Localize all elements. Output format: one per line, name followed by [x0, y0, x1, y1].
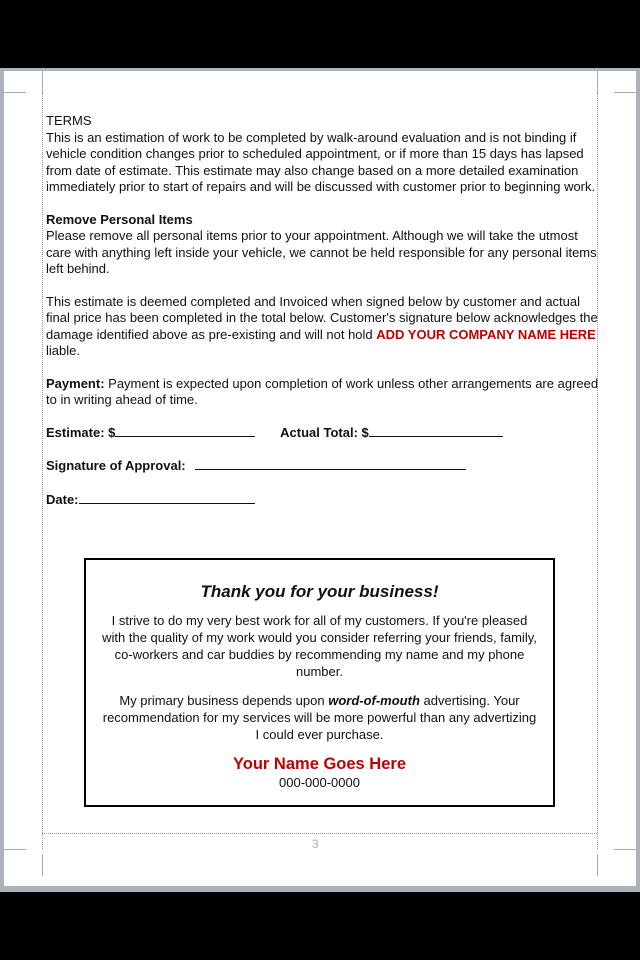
page-number: 3 [312, 837, 319, 851]
signature-row [46, 458, 599, 475]
estimate-label: Estimate: $ [46, 424, 116, 440]
personal-items-section [46, 212, 599, 278]
personal-items-heading: Remove Personal Items [46, 211, 193, 227]
word-of-mouth-emphasis: word-of-mouth [328, 693, 420, 708]
terms-section [46, 113, 599, 196]
terms-text: This is an estimation of work to be completed by walk-around evaluation and is not binding if vehicle condition changes prior to scheduled appointment, or if more than 15 days has lapsed from date of estimate. This estimate may also change based on a more detailed examination immediately prior to start of repairs and will be discussed with customer prior to beginning work. [46, 129, 596, 194]
crop-mark-bottom-left [4, 849, 26, 850]
date-row [46, 492, 599, 509]
thank-you-title: Thank you for your business! [200, 582, 439, 601]
invoice-paragraph [46, 294, 599, 360]
document-content [46, 113, 599, 525]
payment-paragraph [46, 376, 599, 409]
thank-you-box [84, 558, 555, 807]
terms-heading: TERMS [46, 113, 92, 128]
thank-you-text-end: advertising. Your recommendation for my services will be more powerful than any advertizing I could ever purchase. [102, 693, 537, 742]
crop-mark-bottom-right [614, 849, 636, 850]
crop-mark-top-right [614, 92, 636, 93]
actual-total-label: Actual Total: $ [280, 424, 369, 440]
personal-items-text: Please remove all personal items prior to your appointment. Although we will take the utmost care with anything left inside your vehicle, we cannot be held responsible for any personal items left behind. [46, 228, 597, 276]
owner-name-placeholder: Your Name Goes Here [232, 755, 406, 773]
crop-mark-bottom-left-v [42, 854, 43, 876]
estimate-row [46, 425, 599, 442]
crop-mark-top-left-v [42, 71, 43, 93]
thank-you-text: My primary business depends upon [119, 693, 329, 708]
margin-guide-bottom [42, 833, 597, 834]
document-page [4, 71, 636, 886]
crop-mark-bottom-right-v [597, 854, 598, 876]
document-viewer [0, 68, 640, 892]
signature-label: Signature of Approval: [46, 458, 186, 473]
margin-guide-left [42, 93, 43, 849]
invoice-text-end: liable. [46, 343, 80, 358]
payment-label: Payment: [46, 375, 105, 391]
payment-text: Payment is expected upon completion of work unless other arrangements are agreed to in writing ahead of time. [46, 375, 599, 407]
thank-you-paragraph-1: I strive to do my very best work for all of my customers. If you're pleased with the quality of my work would you consider referring your friends, family, co-workers and car buddies by recommending my name and my phone number. [102, 613, 537, 679]
company-name-placeholder: ADD YOUR COMPANY NAME HERE [376, 326, 596, 342]
thank-you-paragraph-2 [100, 692, 539, 743]
invoice-text: This estimate is deemed completed and Invoiced when signed below by customer and actual final price has been completed in the total below. Customer's signature below acknowledges the damage identified above as pre-existing and will not hold [46, 293, 598, 342]
date-field[interactable] [79, 492, 255, 504]
actual-total-field[interactable] [369, 425, 503, 437]
phone-number: 000-000-0000 [279, 775, 360, 790]
crop-mark-top-right-v [597, 71, 598, 93]
signature-field[interactable] [195, 458, 466, 470]
date-label: Date: [46, 491, 79, 507]
crop-mark-top-left [4, 92, 26, 93]
estimate-field[interactable] [115, 425, 255, 437]
